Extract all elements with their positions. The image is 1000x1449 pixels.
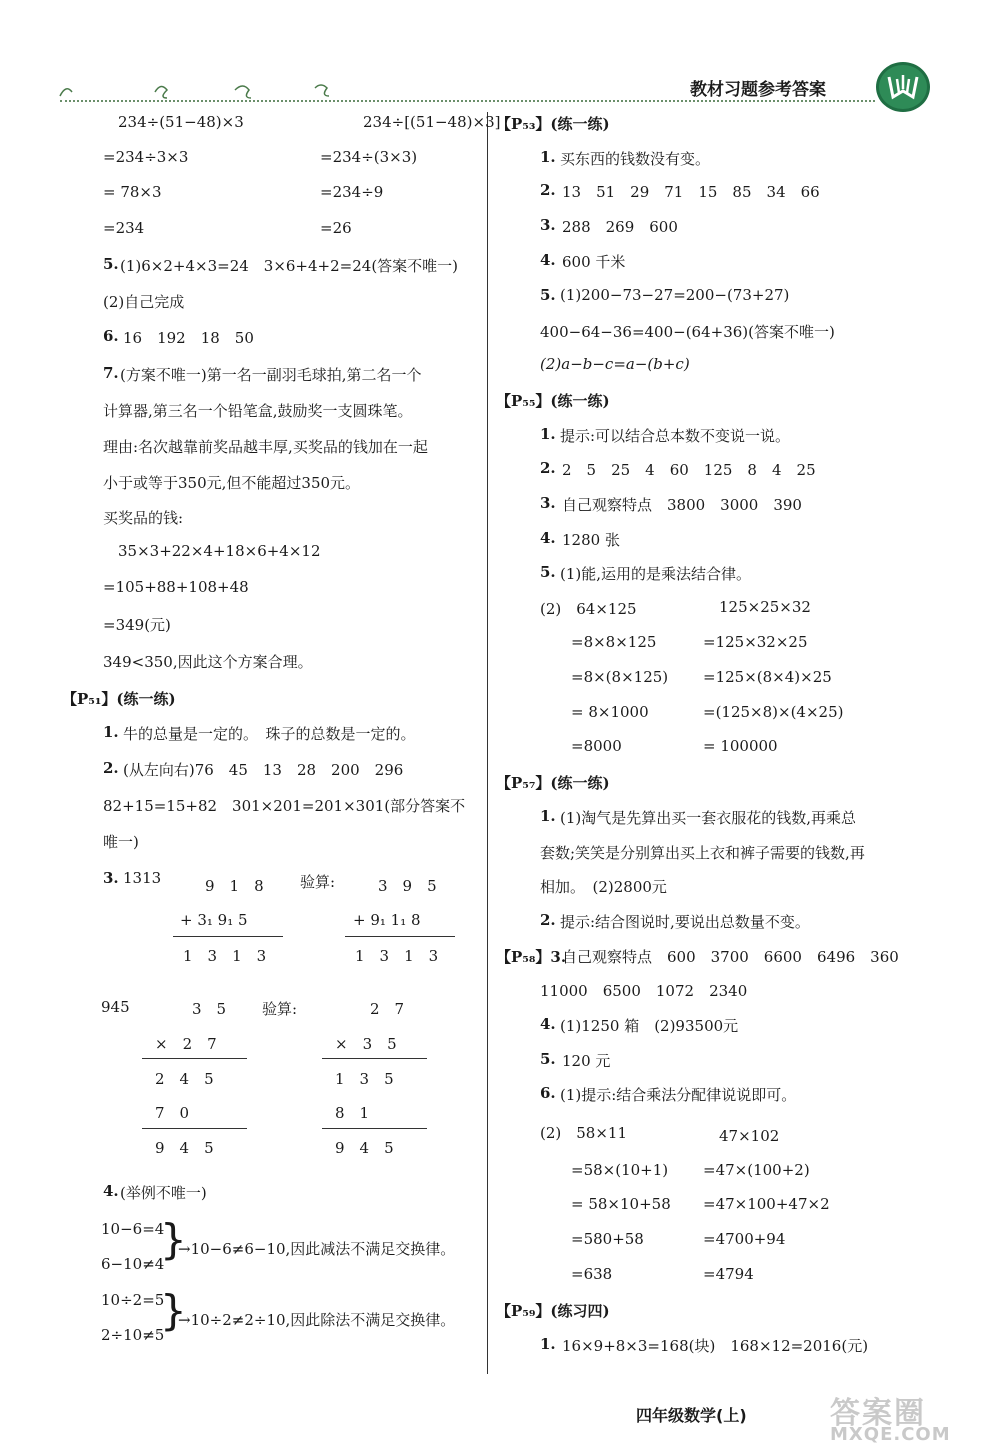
calc-line: =58×(10+1) <box>571 1161 669 1179</box>
calc-line: 35×3+22×4+18×6+4×12 <box>118 542 321 560</box>
question-number: 7. <box>103 364 119 382</box>
question-number: 6. <box>103 327 119 345</box>
vertical-calc-row: 1 3 1 3 <box>355 947 439 965</box>
calc-line: =105+88+108+48 <box>103 578 249 596</box>
answer-text: 945 <box>101 998 130 1016</box>
answer-text: 82+15=15+82 301×201=201×301(部分答案不 <box>103 797 466 815</box>
book-logo-icon <box>876 62 930 112</box>
question-number: 2. <box>103 759 119 777</box>
question-number: 3. <box>540 216 556 234</box>
calc-line: =(125×8)×(4×25) <box>703 703 844 721</box>
calc-line: =234÷3×3 <box>103 148 189 166</box>
calc-rule <box>142 1058 247 1059</box>
watermark-url: MXQE.COM <box>830 1424 951 1445</box>
footer-grade-label: 四年级数学(上) <box>636 1406 747 1425</box>
answer-text: (1)200−73−27=200−(73+27) <box>560 286 790 304</box>
answer-text: 小于或等于350元,但不能超过350元。 <box>103 474 361 492</box>
vertical-calc-row: × 2 7 <box>155 1035 217 1053</box>
answer-text: →10−6≠6−10,因此减法不满足交换律。 <box>178 1240 456 1258</box>
section-heading-p53: 【P₅₃】(练一练) <box>496 115 610 133</box>
answer-text: 349<350,因此这个方案合理。 <box>103 653 313 671</box>
watermark-logo: 答案圈 <box>830 1396 926 1431</box>
section-heading-p55: 【P₅₅】(练一练) <box>496 392 610 410</box>
section-heading-p58: 【P₅₈】3. <box>496 948 567 966</box>
calc-line: 6−10≠4 <box>101 1255 165 1273</box>
calc-line: =4794 <box>703 1265 754 1283</box>
question-number: 4. <box>540 251 556 269</box>
question-number: 4. <box>540 529 556 547</box>
section-heading-p57: 【P₅₇】(练一练) <box>496 774 610 792</box>
brace-icon: } <box>160 1286 187 1335</box>
calc-line: =8×8×125 <box>571 633 657 651</box>
section-heading-p51: 【P₅₁】(练一练) <box>62 690 176 708</box>
calc-line: 10÷2=5 <box>101 1291 165 1309</box>
answer-text: 相加。 (2)2800元 <box>540 878 667 896</box>
header-swirl-decoration <box>55 78 355 104</box>
answer-text: 自己观察特点 600 3700 6600 6496 360 <box>562 948 899 966</box>
calc-line: = 78×3 <box>103 183 162 201</box>
calc-line: 2÷10≠5 <box>101 1326 165 1344</box>
calc-line: =47×100+47×2 <box>703 1195 830 1213</box>
answer-text: 唯一) <box>103 833 139 851</box>
calc-line: =234÷9 <box>320 183 384 201</box>
answer-text: 288 269 600 <box>562 218 678 236</box>
question-number: 1. <box>540 425 556 443</box>
vertical-calc-row: 3 9 5 <box>378 877 437 895</box>
question-number: 4. <box>103 1182 119 1200</box>
answer-text: 600 千米 <box>562 253 626 271</box>
question-number: 4. <box>540 1015 556 1033</box>
calc-line: 47×102 <box>719 1127 780 1145</box>
answer-text: 1313 <box>123 869 162 887</box>
vertical-calc-row: 1 3 1 3 <box>183 947 267 965</box>
answer-text: (2)a−b−c=a−(b+c) <box>540 355 690 373</box>
answer-text: 400−64−36=400−(64+36)(答案不唯一) <box>540 323 835 341</box>
vertical-calc-row: × 3 5 <box>335 1035 397 1053</box>
calc-line: =8×(8×125) <box>571 668 669 686</box>
vertical-calc-row: 2 7 <box>370 1000 405 1018</box>
question-number: 2. <box>540 181 556 199</box>
vertical-calc-row: + 3₁ 9₁ 5 <box>180 911 248 929</box>
question-number: 5. <box>540 1050 556 1068</box>
question-number: 1. <box>540 807 556 825</box>
answer-text: (1)1250 箱 (2)93500元 <box>560 1017 739 1035</box>
calc-line: = 58×10+58 <box>571 1195 671 1213</box>
answer-text: 套数;笑笑是分别算出买上衣和裤子需要的钱数,再 <box>540 844 865 862</box>
answer-text: (1)淘气是先算出买一套衣服花的钱数,再乘总 <box>560 809 857 827</box>
verify-label: 验算: <box>300 873 336 891</box>
answer-text: 理由:名次越靠前奖品越丰厚,买奖品的钱加在一起 <box>103 438 428 456</box>
answer-text: (从左向右)76 45 13 28 200 296 <box>123 761 404 779</box>
question-number: 3. <box>540 494 556 512</box>
question-number: 2. <box>540 911 556 929</box>
answer-text: →10÷2≠2÷10,因此除法不满足交换律。 <box>178 1311 456 1329</box>
calc-line: (2) 64×125 <box>540 600 637 618</box>
answer-text: 自己观察特点 3800 3000 390 <box>562 496 802 514</box>
calc-rule <box>142 1128 247 1129</box>
calc-line: =638 <box>571 1265 613 1283</box>
question-number: 1. <box>540 148 556 166</box>
calc-line: =47×(100+2) <box>703 1161 810 1179</box>
answer-text: (方案不唯一)第一名一副羽毛球拍,第二名一个 <box>120 366 422 384</box>
calc-line: 125×25×32 <box>719 598 811 616</box>
calc-line: =8000 <box>571 737 622 755</box>
vertical-calc-row: 1 3 5 <box>335 1070 394 1088</box>
answer-text: 16×9+8×3=168(块) 168×12=2016(元) <box>562 1337 869 1355</box>
vertical-calc-row: 7 0 <box>155 1104 190 1122</box>
answer-text: (1)能,运用的是乘法结合律。 <box>560 565 752 583</box>
question-number: 5. <box>540 286 556 304</box>
verify-label: 验算: <box>262 1000 298 1018</box>
vertical-calc-row: 9 4 5 <box>155 1139 214 1157</box>
question-number: 5. <box>540 563 556 581</box>
answer-text: 提示:可以结合总本数不变说一说。 <box>560 427 791 445</box>
calc-line: =580+58 <box>571 1230 644 1248</box>
answer-text: (1)提示:结合乘法分配律说说即可。 <box>560 1086 797 1104</box>
vertical-calc-row: 2 4 5 <box>155 1070 214 1088</box>
question-number: 3. <box>103 869 119 887</box>
answer-text: 牛的总量是一定的。 珠子的总数是一定的。 <box>123 725 416 743</box>
answer-text: (举例不唯一) <box>120 1184 207 1202</box>
calc-line: =349(元) <box>103 616 171 634</box>
answer-text: 16 192 18 50 <box>123 329 254 347</box>
answer-text: (1)6×2+4×3=24 3×6+4+2=24(答案不唯一) <box>120 257 459 275</box>
vertical-calc-row: 3 5 <box>192 1000 227 1018</box>
answer-text: 买奖品的钱: <box>103 509 184 527</box>
calc-rule <box>345 936 455 937</box>
question-number: 1. <box>540 1335 556 1353</box>
vertical-calc-row: 9 4 5 <box>335 1139 394 1157</box>
header-title: 教材习题参考答案 <box>690 80 826 100</box>
calc-line: (2) 58×11 <box>540 1124 627 1142</box>
question-number: 5. <box>103 255 119 273</box>
calc-line: = 100000 <box>703 737 778 755</box>
question-number: 6. <box>540 1084 556 1102</box>
calc-line: 10−6=4 <box>101 1220 165 1238</box>
answer-text: (2)自己完成 <box>103 293 185 311</box>
calc-line: =125×(8×4)×25 <box>703 668 832 686</box>
question-number: 1. <box>103 723 119 741</box>
calc-line: =125×32×25 <box>703 633 808 651</box>
answer-text: 2 5 25 4 60 125 8 4 25 <box>562 461 816 479</box>
calc-line: =26 <box>320 219 352 237</box>
answer-text: 120 元 <box>562 1052 611 1070</box>
question-number: 2. <box>540 459 556 477</box>
calc-line: =234÷(3×3) <box>320 148 418 166</box>
answer-text: 13 51 29 71 15 85 34 66 <box>562 183 820 201</box>
calc-rule <box>173 936 283 937</box>
calc-line: = 8×1000 <box>571 703 649 721</box>
answer-text: 11000 6500 1072 2340 <box>540 982 748 1000</box>
calc-line: =234 <box>103 219 145 237</box>
answer-text: 买东西的钱数没有变。 <box>560 150 711 168</box>
calc-line: 234÷(51−48)×3 <box>118 113 244 131</box>
answer-text: 计算器,第三名一个铅笔盒,鼓励奖一支圆珠笔。 <box>103 402 413 420</box>
vertical-calc-row: 8 1 <box>335 1104 370 1122</box>
brace-icon: } <box>160 1215 187 1264</box>
calc-line: 234÷[(51−48)×3] <box>363 113 501 131</box>
vertical-calc-row: + 9₁ 1₁ 8 <box>353 911 421 929</box>
calc-rule <box>322 1058 427 1059</box>
section-heading-p59: 【P₅₉】(练习四) <box>496 1302 610 1320</box>
calc-line: =4700+94 <box>703 1230 786 1248</box>
vertical-calc-row: 9 1 8 <box>205 877 264 895</box>
answer-text: 提示:结合图说时,要说出总数量不变。 <box>560 913 810 931</box>
column-divider <box>487 112 488 1374</box>
answer-text: 1280 张 <box>562 531 620 549</box>
calc-rule <box>322 1128 427 1129</box>
